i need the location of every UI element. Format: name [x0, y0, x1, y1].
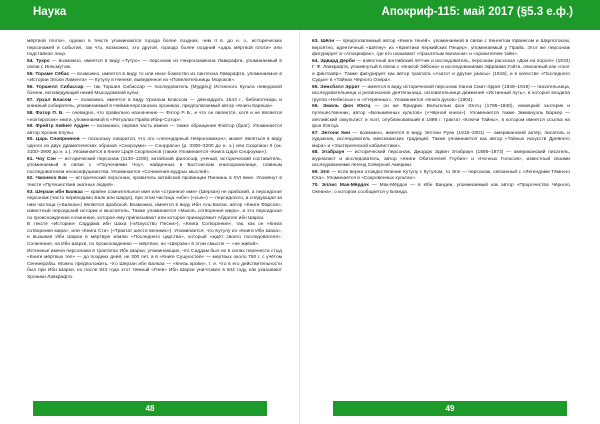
entry-term: Шерзан ибн Балкаа [35, 189, 83, 195]
entry-text: — возможно, имеется в виду «Тутро» — персонаж из Некрономикона Лавкрафта, упоминаемый в связи с Иннсмутом. [27, 58, 282, 71]
entry-number: 68. [312, 150, 319, 156]
right-text-column [312, 39, 570, 196]
right-running-title: Апокриф-115: май 2017 (§5.3 е.ф.) [381, 6, 573, 18]
right-header-bar [300, 0, 600, 30]
left-entry [27, 190, 282, 223]
entry-text: — возможно, первая часть имени — также обращение Фэйтор (брат). Упоминается автор Хроник Клуны. [27, 124, 282, 136]
entry-term: Урхал Бласом [36, 97, 72, 103]
entry-text: — так Торшил Сибассар — последователь (Мудрец) Истинного Культа неведомой богини, исповедующий некий Мысодомский культ. [27, 84, 282, 97]
right-entry [312, 183, 570, 196]
entry-text: — возможно, имеется в виду то или иное божество из пантеона Лавкрафта, упоминаемое в «Истории Эпохи Ламента» — Кутулу в Ненеке, выведенное из «Повелительницы Мороков». [27, 71, 282, 84]
entry-number: 63. [312, 39, 319, 44]
entry-term: Фрейтр Хейнет Арден [35, 124, 89, 130]
entry-text: — предполагаемый автор «Книги теней», упоминаемой в связи с Кеннетом Ирвингом и Шарлотоком, вероятно, идентичный «Шёлну» из «Криптики Керкийских Пещер», упоминаемый у Прайа. Этот же персонаж фигурирует в «Апокрифах», где его называют «проклятым монахом» и «хранителем тайн». [312, 39, 570, 58]
entry-term: Эмиль фон Юнтц [322, 104, 371, 110]
entry-term: Шёлн [320, 39, 335, 44]
left-entry [27, 124, 282, 137]
entry-number: 55. [27, 71, 34, 77]
entry-text: В тексте «Истории» Саддама ибн Шаха («Искусство Песни»), «Книга Сотворения», так, как он «Книга сотворения мира», или «Книга Ста» («Трактат шести великих»). Упоминается, что Кутулу из «Книги Ибн Шаха», и вызывая Ибн Шархи в мёртвую землю «Последнего царства», который «ждёт своего последователя». Сочинение, на Ибн Шархи, по происхождению — мёртвое, но «Шерзан» в этом смысле — «не живой». [27, 222, 282, 247]
entry-number: 67. [312, 130, 319, 136]
left-header-bar [0, 0, 300, 30]
left-entry [27, 98, 282, 111]
entry-number: 56. [27, 84, 34, 90]
entry-number: 66. [312, 104, 319, 110]
entry-text: — возможно, имеется в виду Энтони Руан (1915–2001) — американский актёр, писатель и художник, исследователь мексиканских традиций. Также упоминается как автор «Тайных искусств Древнего мира» и «Эзотерической кабалистики». [312, 130, 570, 149]
entry-term: Эллис Мак-Мёрдок [321, 183, 369, 189]
entry-number: 63. [27, 189, 34, 195]
entry-term: Эпп [320, 169, 330, 175]
entry-number: 58. [27, 111, 34, 117]
left-entry [27, 176, 282, 189]
entry-term: Эннсбэлл Эррит [320, 84, 360, 90]
entry-term: Тукро [35, 58, 50, 64]
entry-term: Фатор П. Б. [35, 111, 64, 117]
left-entry [27, 137, 282, 157]
left-entry [27, 111, 282, 124]
entry-text: — исторический персонаж (1130–1200), китайский философ, учёный, исторический составитель, упоминаемый в связи с «Поучениями Чоу», найденных в Бостонском книгохранилище, главным последователем неоконфуцианства. Упоминается «Сочинения мудрых мыслей». [27, 156, 283, 175]
right-entry [312, 170, 570, 183]
entry-number: 61. [27, 156, 34, 162]
entry-number: 62. [27, 176, 34, 182]
entry-number: 54. [27, 58, 34, 64]
left-running-title: Наука [33, 6, 67, 18]
entry-text: — крайне сомнительное имя или «странное имя» (Шерзан) не арабский, а персидское персонаж (часто переводимо Балк или Шарук), при этом частица «ибн» («сын») — персидского, а следующая за ним частица («Балкаа») является арабской. Возможно, имеется в виду Ибн Аль-Балхи, автор «Книги Фарсов», известный персидский историк и мыслитель. Также упоминается «Мысль сотворения мира», и это персидское по происхождению сочинение, которое ему приписывают или которое принадлежит Абдалле ибн Шархи. [27, 189, 282, 221]
entry-number: 64. [312, 58, 319, 64]
entry-number: 69. [312, 169, 319, 175]
entry-number: 59. [27, 124, 34, 130]
left-entries-list [27, 59, 282, 282]
entry-term: Энтони Кин [321, 130, 351, 136]
right-entries-list [312, 39, 570, 196]
right-footer-bar [333, 401, 567, 416]
entry-text: — возможно, имеется в виду Урхальм Блассом — двенадцать 1543 г., библиотекарь и книжный собиратель, упоминаемый в Неймингерстанских хрониках, предполагаемый автор «Книги Кареша». [27, 97, 282, 110]
entry-term: Эдвард Дерби [320, 58, 355, 64]
left-intro-paragraph: мёртвой плоти», однако в тексте упоминаются города более поздних, чем II в. до н. э., исторических персонажей и события, так что, возможно, это другой, гораздо более поздний «царь мёртвой плоти» или подставное лицо. [27, 39, 282, 58]
left-entry [27, 249, 282, 282]
entry-number: 65. [312, 84, 319, 90]
right-entry [312, 150, 570, 170]
left-footer-bar [33, 401, 267, 416]
entry-number: 57. [27, 97, 34, 103]
right-entry [312, 59, 570, 85]
left-entry [27, 157, 282, 177]
entry-text: — имеется в виду исторический персонаж Ханна Смит-Эррит (1848–1919) — писательница, исследовательница и религиозная деятельница, основательница движения «Истинный путь», в которое входила группа «Небесных» и «Утерянных». Упоминается «Книга духов» (1904). [312, 84, 570, 103]
entry-term: Торшелл Сибассар [36, 84, 84, 90]
left-entry [27, 72, 282, 85]
entry-text: — исторический персонаж, Джордж Эдвин Этабраун (1895–1973) — американский писатель, журналист и исследователь, автор «Книги Обитателей Глубин» и «Ночных Голосов», известный своими исследованиями легенд Северной Америки. [312, 150, 570, 169]
right-page-number: 49 [445, 404, 455, 413]
right-entry [312, 85, 570, 105]
right-page [300, 0, 600, 424]
entry-term: Царь Сноярнинов [35, 137, 80, 143]
entry-text: — исторический персонаж, правитель китайской провинции Пиннань в XVI веке. Упомянут в тексте «Путешествия знатных людей». [27, 176, 282, 189]
left-entry [27, 222, 282, 248]
entry-term: Этабраун [321, 150, 345, 156]
entry-term: Тораме Сёбас [35, 71, 70, 77]
entry-text: — поскольку говорится, что это «легендарный Некрономикон», может являться в виду одного из двух драматических образов «Снороуми» — Сноррасон (р. 3300–3200 до н. э.) или Скорпион II (ок. 3100–2900 до н. э.). Упоминается в Книге Царя Скорпионов (также Упоминается «Книга Царя Снороуми»). [27, 137, 282, 156]
entry-text: Истинные имена персонажа в трактатах Ибн Шархи, упоминающих, что Саддам был не в силах перенести стыд «Книги мёртвых тел» — до поздних дней, не 300 лет, а в «Книге Сущностей» — мертвых около 750 г. с учётом Сеннекрабы. Можно предположить, что Шерзан ибн Балкаа — «Князь крови», т. е. что в его действительности был при Ибн Шархи, но после 843 года этот тёмный «Гнев» Ибн Шархи уничтожил в 842 году, как указывают Хроники Лавкрафта. [27, 248, 282, 280]
entry-text: — он же Фридрих Вильгельм фон Юнтц (1795–1840), немецкий эзотерик и путешественник, автор «Безымянных культов» («Чёрной книги»). Упоминается также Эммануэль Баркер — английский оккультист и поэт, опубликовавший в 1898 г. трактат «Ключи Тайны», в котором имеется ссылка на фон Юнтца. [312, 104, 570, 130]
entry-text: — Мак-Мёрдок — в Ибн Вандеи, упоминаемый как автор «Пророчества Чёрного Океана», о котором сообщается у Бланда. [312, 183, 570, 195]
entry-text: — очевидно, что правильно назначение — Фэтор Р. Б., и что он является, хотя и не является «ноктирском» книги, упоминаемой в «Ритуалах Прайа Ибер-Сотор». [27, 111, 282, 123]
entry-term: Чжонесо Бзи [35, 176, 68, 182]
entry-number: 70. [312, 183, 319, 189]
entry-number: 60. [27, 137, 34, 143]
left-entry [27, 59, 282, 72]
right-entry [312, 104, 570, 130]
right-entry [312, 39, 570, 59]
left-text-column [27, 39, 282, 281]
entry-term: Чоу Сэн [35, 156, 56, 162]
right-entry [312, 131, 570, 151]
entry-text: — известный английский лётчик и исследователь, персонаж рассказа «Дом на пороге» (1933) Г. Ф. Лавкрафта, упомянутый в связи с «Книгой Эйбона» и исследованиями Эфраима Уэйта, описанный как «поэт и фантазёр». Также фигурирует как автор трактата «Азатот и другие ужасы» (1919), и в качестве «Последнего Судьи» в «Тайнах Чёрного Озера». [312, 58, 570, 84]
entry-text: — если верна отождествление Кутулу с Кутулом, то Эпп — персонаж, связанный с «Легендами Тёмного Юга». Упоминается в «Сокровенных культах». [312, 169, 570, 182]
left-page-number: 48 [145, 404, 155, 413]
left-entry [27, 85, 282, 98]
